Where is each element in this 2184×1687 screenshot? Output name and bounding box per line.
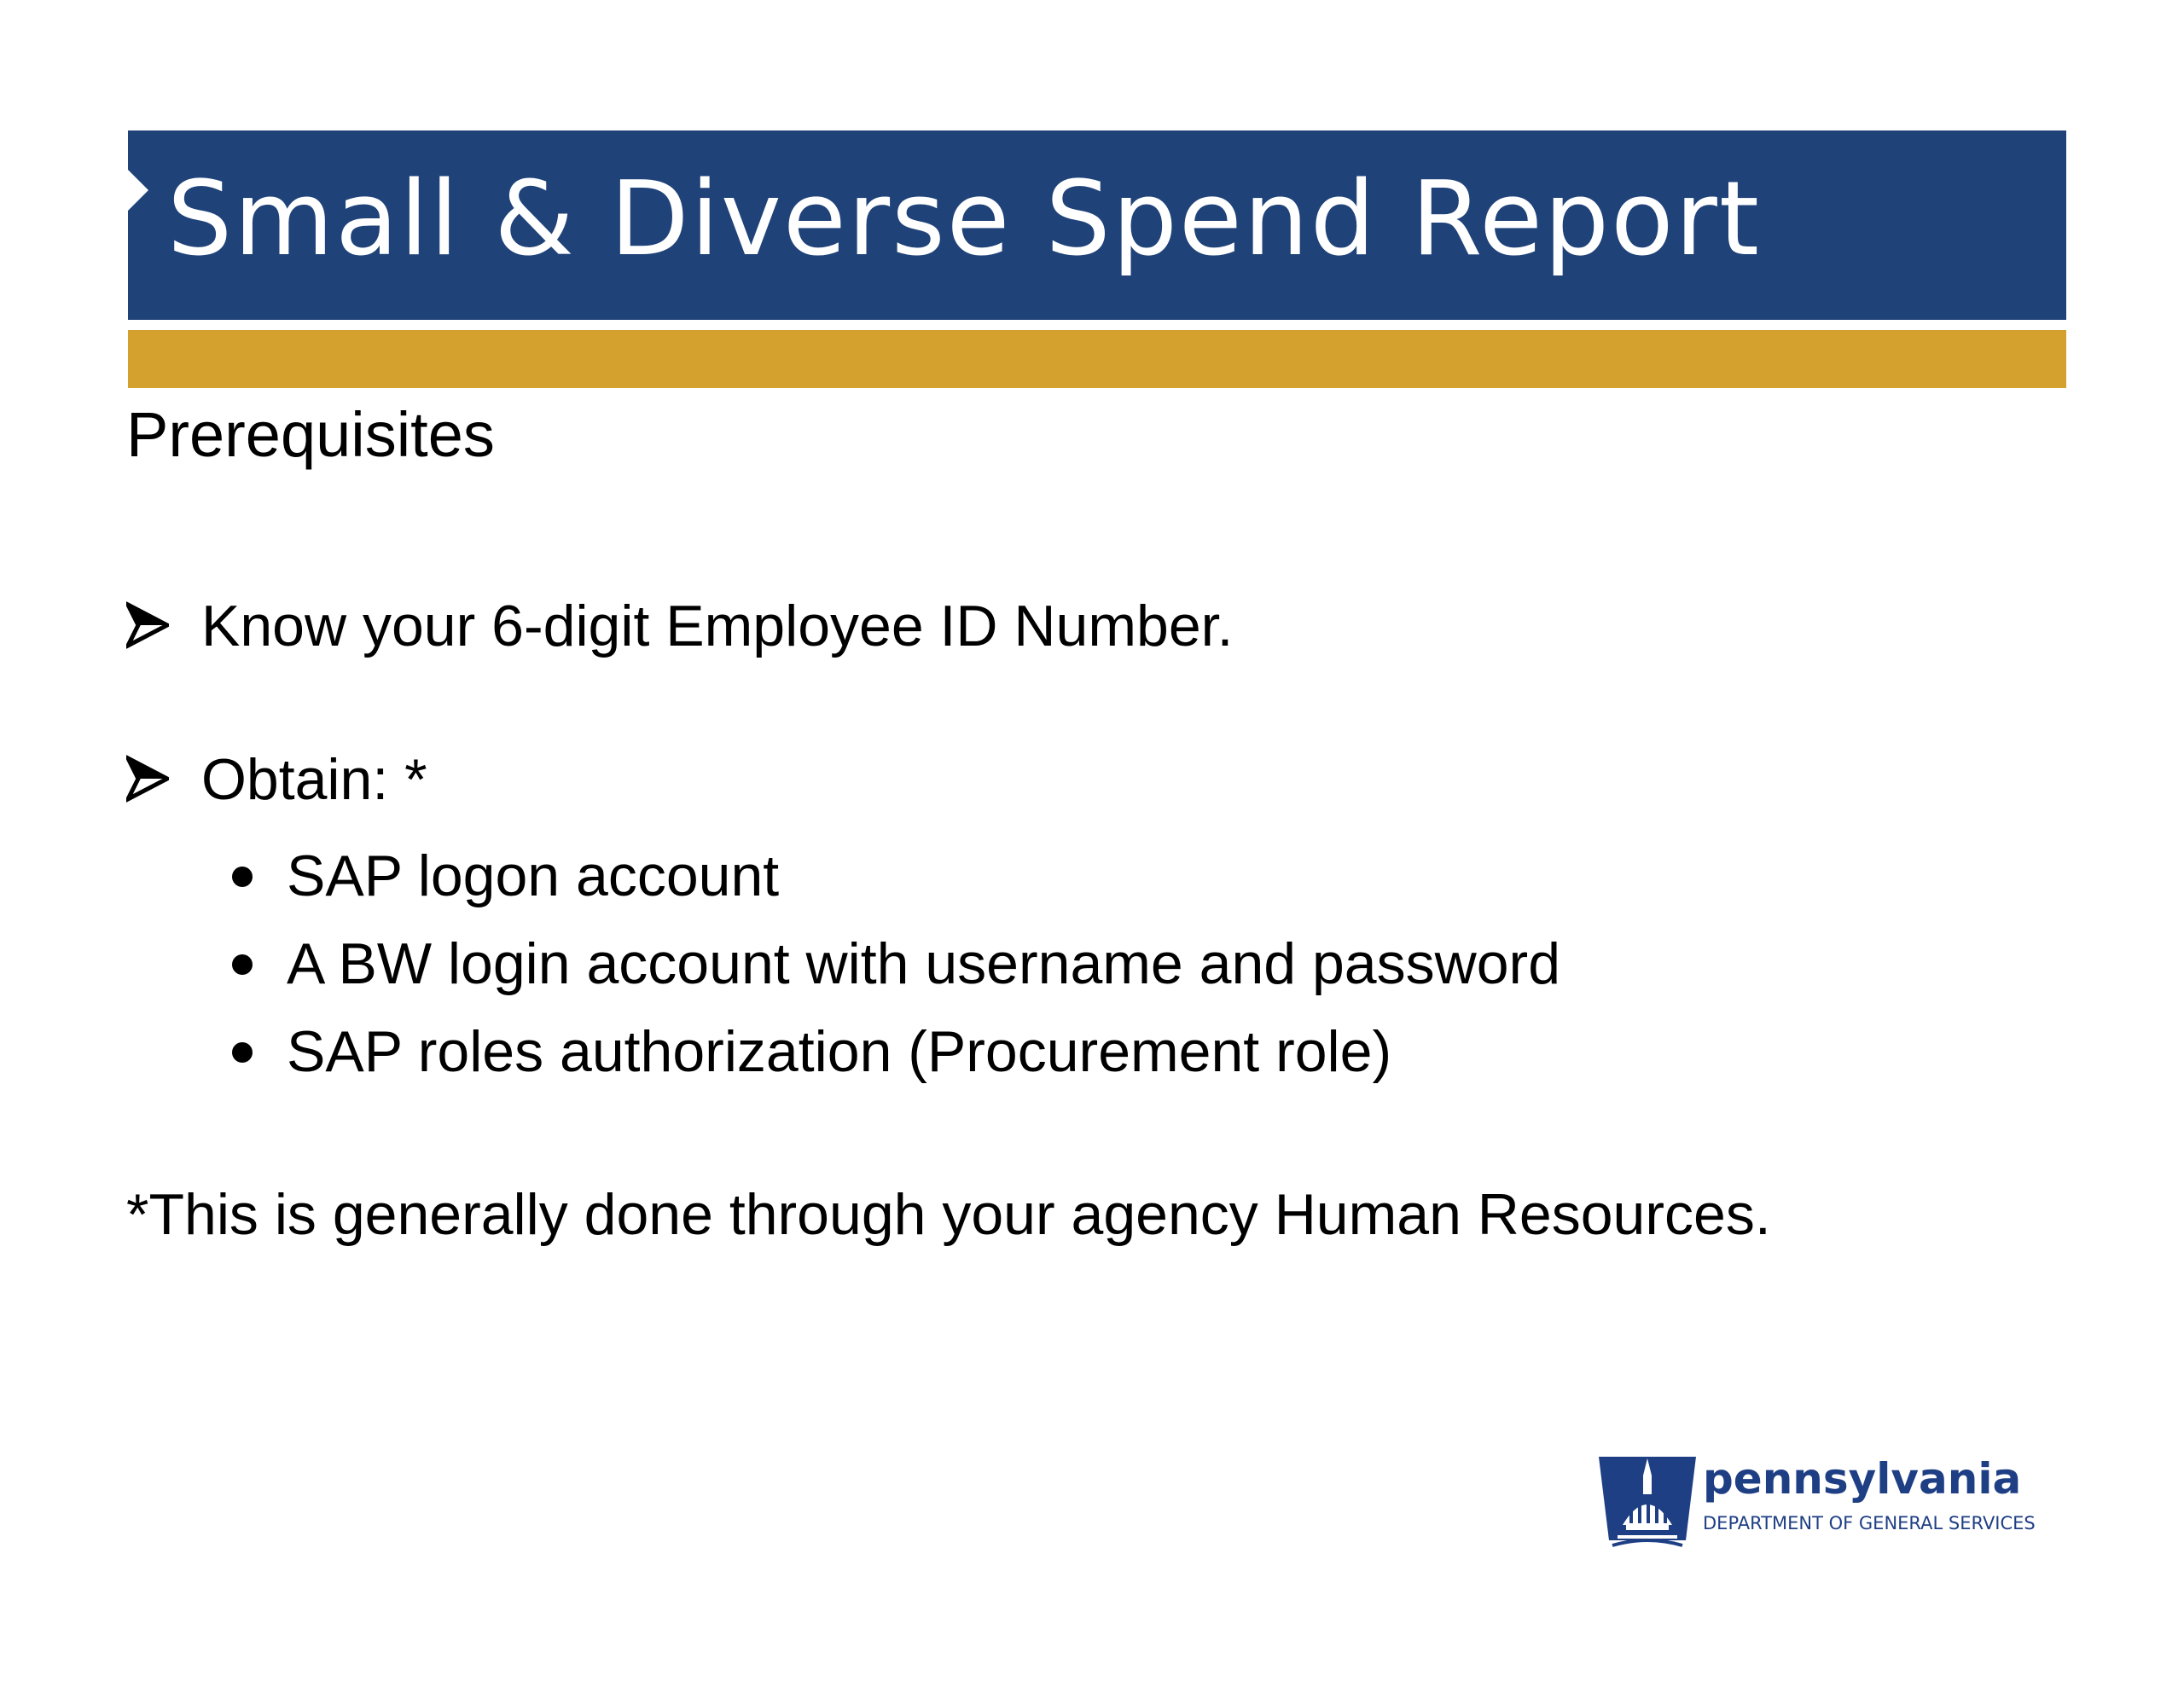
accent-bar bbox=[128, 330, 2066, 388]
title-banner bbox=[128, 130, 2066, 320]
footnote: *This is generally done through your agency Human Resources. bbox=[126, 1182, 1771, 1247]
prerequisite-item-employee-id bbox=[126, 590, 1233, 662]
list-item bbox=[224, 1008, 1560, 1096]
arrow-bullet-icon bbox=[126, 755, 169, 803]
list-item bbox=[224, 832, 1560, 920]
banner-notch bbox=[128, 170, 148, 211]
pa-dgs-logo bbox=[1597, 1450, 2068, 1551]
obtain-sub-list bbox=[224, 832, 1560, 1096]
list-item bbox=[224, 920, 1560, 1008]
arrow-bullet-icon bbox=[126, 601, 169, 649]
prerequisite-item-text: Obtain: * bbox=[201, 747, 427, 812]
bullet-dot-icon bbox=[232, 867, 253, 887]
list-item-text: SAP logon account bbox=[287, 844, 780, 908]
logo-department-name: DEPARTMENT OF GENERAL SERVICES bbox=[1703, 1513, 2036, 1533]
list-item-text: SAP roles authorization (Procurement role) bbox=[287, 1019, 1392, 1084]
keystone-capitol-dome-icon bbox=[1597, 1450, 1698, 1551]
bullet-dot-icon bbox=[232, 1042, 253, 1063]
prerequisite-item-text: Know your 6-digit Employee ID Number. bbox=[201, 594, 1234, 658]
bullet-dot-icon bbox=[232, 954, 253, 975]
logo-wordmark: pennsylvania bbox=[1703, 1454, 2022, 1504]
section-heading: Prerequisites bbox=[126, 399, 495, 470]
list-item-text: A BW login account with username and password bbox=[287, 931, 1561, 996]
slide-title: Small & Diverse Spend Report bbox=[167, 160, 1761, 279]
prerequisite-item-obtain bbox=[126, 744, 427, 815]
